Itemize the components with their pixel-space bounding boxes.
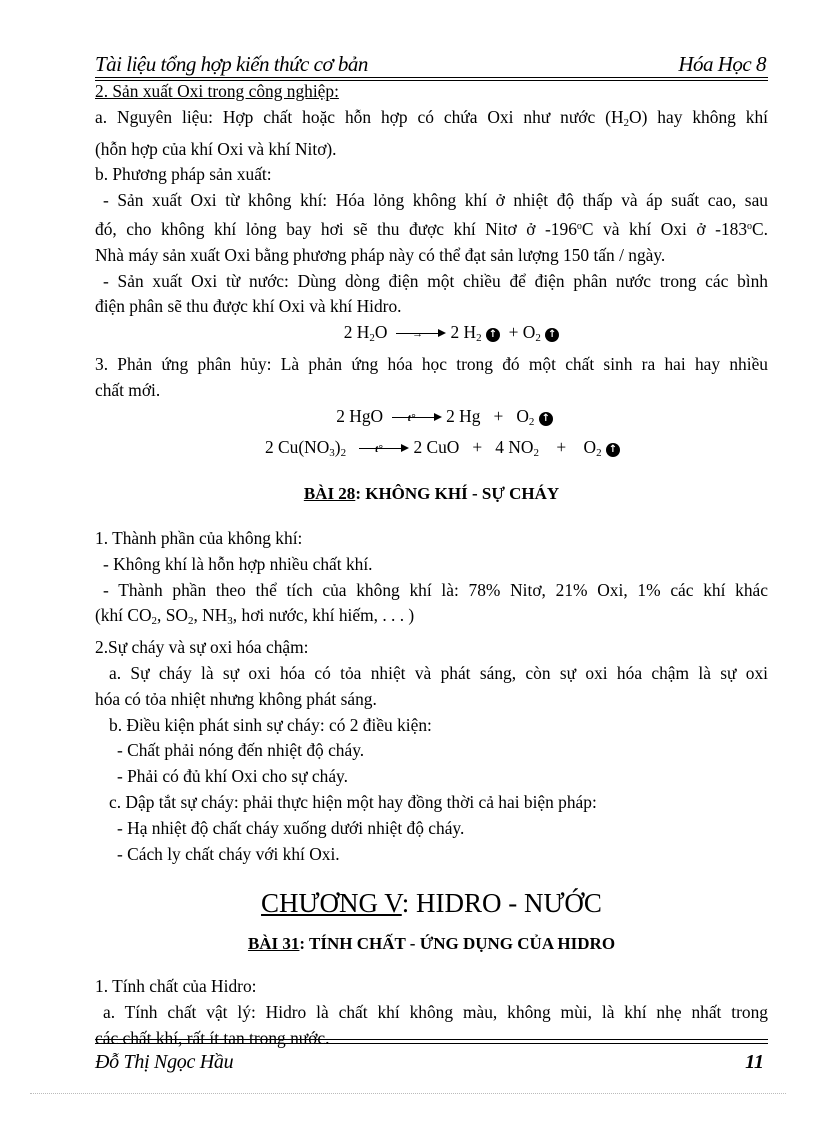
paragraph: - Phải có đủ khí Oxi cho sự cháy.: [117, 766, 348, 787]
lesson-31-title: BÀI 31: TÍNH CHẤT - ỨNG DỤNG CỦA HIDRO: [247, 934, 616, 954]
header-rule: [95, 77, 768, 78]
page-edge-divider: [30, 1093, 786, 1094]
page-header: [95, 52, 768, 78]
paragraph: a. Sự cháy là sự oxi hóa có tỏa nhiệt và phát sáng, còn sự oxi hóa chậm là sự oxi: [109, 662, 768, 683]
page-footer: [95, 1051, 768, 1077]
gas-up-arrow-icon: ↑: [486, 328, 500, 342]
document-body: [95, 79, 768, 1052]
paragraph: chất mới.: [95, 379, 161, 400]
page-number: 11: [745, 1051, 764, 1073]
gas-up-arrow-icon: ↑: [539, 412, 553, 426]
paragraph: a. Tính chất vật lý: Hidro là chất khí không màu, không mùi, là khí nhẹ nhất trong: [103, 1001, 768, 1022]
paragraph: 1. Tính chất của Hidro:: [95, 976, 257, 997]
paragraph: (hỗn hợp của khí Oxi và khí Nitơ).: [95, 138, 337, 159]
lesson-28-title: BÀI 28: KHÔNG KHÍ - SỰ CHÁY: [303, 484, 560, 504]
paragraph: - Chất phải nóng đến nhiệt độ cháy.: [117, 740, 365, 761]
paragraph: b. Phương pháp sản xuất:: [95, 164, 272, 185]
paragraph: b. Điều kiện phát sinh sự cháy: có 2 điều kiện:: [109, 714, 432, 735]
equation-hgo: 2 HgO t° 2 Hg + $O_2$ ↑: [95, 404, 768, 436]
reaction-arrow-icon: t°: [392, 412, 442, 424]
paragraph: 1. Thành phần của không khí:: [95, 527, 303, 548]
paragraph: a. Nguyên liệu: Hợp chất hoặc hỗn hợp có chứa Oxi như nước $(H_2O)$ hay không khí: [95, 106, 769, 129]
section-heading: 2. Sản xuất Oxi trong công nghiệp:: [95, 81, 339, 101]
paragraph: - Không khí là hỗn hợp nhiều chất khí.: [103, 553, 373, 574]
header-subject: Hóa Học 8: [678, 52, 766, 76]
gas-up-arrow-icon: ↑: [606, 443, 620, 457]
paragraph: - Sản xuất Oxi từ nước: Dùng dòng điện một chiều để điện phân nước trong các bình: [103, 270, 768, 291]
paragraph: - Thành phần theo thể tích của không khí là: 78% Nitơ, 21% Oxi, 1% các khí khác: [103, 579, 768, 600]
reaction-arrow-icon: t°: [359, 443, 409, 455]
paragraph: - Sản xuất Oxi từ không khí: Hóa lỏng không khí ở nhiệt độ thấp và áp suất cao, sau: [103, 190, 768, 211]
paragraph: - Hạ nhiệt độ chất cháy xuống dưới nhiệt độ cháy.: [117, 817, 465, 838]
paragraph: - Cách ly chất cháy với khí Oxi.: [117, 843, 340, 864]
paragraph: hóa có tỏa nhiệt nhưng không phát sáng.: [95, 688, 377, 709]
paragraph: điện phân sẽ thu được khí Oxi và khí Hidro.: [95, 296, 402, 317]
footer-rule: [95, 1039, 768, 1040]
chapter-title: CHƯƠNG V: HIDRO - NƯỚC: [261, 888, 602, 919]
footer-author: Đỗ Thị Ngọc Hầu: [95, 1051, 234, 1073]
paragraph: 2.Sự cháy và sự oxi hóa chậm:: [95, 637, 309, 658]
footer-rule-2: [95, 1043, 768, 1044]
paragraph: các chất khí, rất ít tan trong nước.: [95, 1027, 330, 1048]
paragraph: Nhà máy sản xuất Oxi bằng phương pháp này có thể đạt sản lượng 150 tấn / ngày.: [95, 244, 666, 265]
paragraph: đó, cho không khí lỏng bay hơi sẽ thu được khí Nitơ ở -196$^o$C và khí Oxi ở -183$^o$C.: [95, 218, 768, 239]
gas-up-arrow-icon: ↑: [545, 328, 559, 342]
reaction-arrow-icon: →: [396, 328, 446, 340]
paragraph: (khí $CO_2$, $SO_2$, $NH_3$, hơi nước, khí hiếm, . . . ): [95, 605, 415, 628]
equation-cuno3: 2 $Cu(NO_3)_2$ t° 2 CuO + 4 $NO_2$ + $O_2$ ↑: [95, 435, 768, 467]
paragraph: c. Dập tắt sự cháy: phải thực hiện một hay đồng thời cả hai biện pháp:: [109, 791, 597, 812]
header-title: Tài liệu tổng hợp kiến thức cơ bản: [95, 52, 368, 76]
equation-electrolysis: 2 $H_2O$ → 2 $H_2$ ↑ + $O_2$ ↑: [95, 320, 768, 352]
paragraph: 3. Phản ứng phân hủy: Là phản ứng hóa học trong đó một chất sinh ra hai hay nhiều: [95, 353, 768, 374]
